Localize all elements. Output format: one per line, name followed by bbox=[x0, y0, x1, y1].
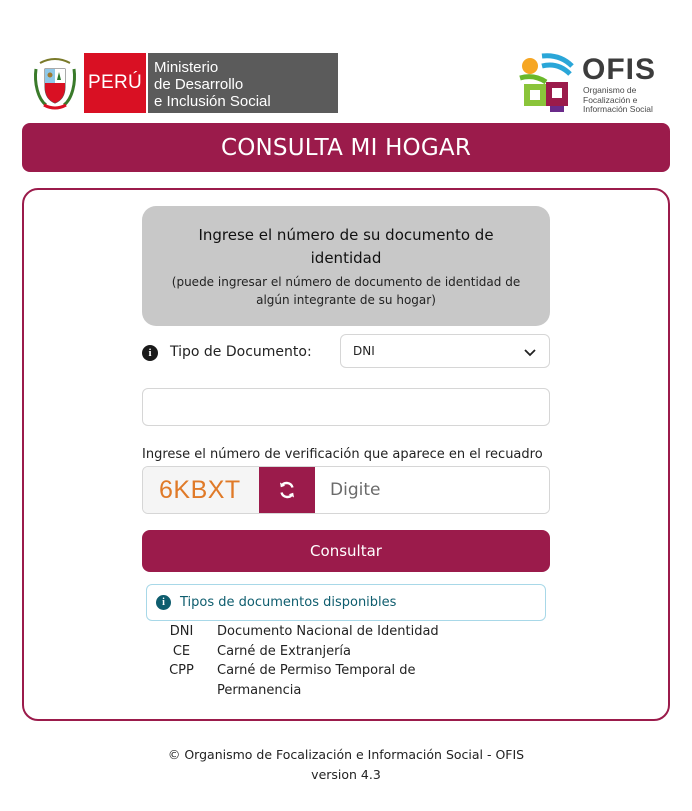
instructions-title: Ingrese el número de su documento de identidad bbox=[198, 226, 494, 267]
document-type-row bbox=[142, 334, 550, 368]
ministry-line: Ministerio bbox=[154, 59, 219, 76]
list-item bbox=[160, 661, 480, 700]
ofis-subtitle bbox=[583, 86, 653, 115]
ministry-line: e Inclusión Social bbox=[154, 93, 271, 110]
refresh-icon bbox=[277, 480, 297, 500]
list-item bbox=[160, 642, 480, 662]
document-type-label: Tipo de Documento: bbox=[170, 344, 312, 360]
ofis-logo bbox=[516, 52, 672, 114]
doc-type-desc: Documento Nacional de Identidad bbox=[217, 624, 439, 639]
doc-type-desc: Carné de Extranjería bbox=[217, 643, 351, 659]
page-header bbox=[0, 0, 692, 120]
footer-copyright: © Organismo de Focalización e Información Social - OFIS bbox=[167, 747, 525, 762]
footer-version: version 4.3 bbox=[311, 767, 381, 782]
doc-type-abbr: DNI bbox=[169, 624, 194, 639]
info-icon[interactable]: i bbox=[142, 345, 158, 361]
doc-type-abbr: CE bbox=[172, 643, 191, 659]
info-icon: i bbox=[156, 595, 171, 610]
escudo-icon bbox=[30, 53, 80, 113]
verification-label: Ingrese el número de verificación que aparece en el recuadro bbox=[142, 447, 543, 462]
captcha-input[interactable] bbox=[315, 467, 549, 513]
list-item bbox=[160, 622, 480, 642]
captcha-row bbox=[142, 466, 550, 514]
doc-type-desc: Carné de Permiso Temporal de Permanencia bbox=[217, 663, 416, 698]
document-types-list bbox=[160, 622, 480, 700]
peru-label: PERÚ bbox=[84, 53, 146, 113]
document-types-heading: Tipos de documentos disponibles bbox=[180, 595, 397, 610]
government-logo bbox=[30, 53, 338, 113]
ofis-wordmark: OFIS bbox=[582, 53, 657, 86]
ofis-sub-line: Organismo de bbox=[583, 85, 637, 95]
captcha-code: 6KBXT bbox=[143, 467, 259, 513]
page-footer bbox=[0, 745, 692, 785]
ministry-name bbox=[146, 53, 338, 113]
document-number-input[interactable] bbox=[142, 388, 550, 426]
ofis-sub-line: Focalización e bbox=[583, 94, 638, 105]
ofis-sub-line: Información Social bbox=[583, 104, 653, 114]
chevron-down-icon bbox=[523, 345, 537, 359]
consultar-button[interactable]: Consultar bbox=[142, 530, 550, 572]
instructions-subtitle: (puede ingresar el número de documento de identidad de algún integrante de su hogar) bbox=[171, 275, 521, 307]
ofis-logo-icon bbox=[516, 52, 578, 114]
refresh-captcha-button[interactable] bbox=[259, 467, 315, 513]
doc-type-abbr: CPP bbox=[169, 663, 194, 678]
page-title: CONSULTA MI HOGAR bbox=[22, 123, 670, 172]
document-type-value: DNI bbox=[353, 344, 375, 358]
document-types-alert bbox=[146, 584, 546, 621]
document-type-select[interactable] bbox=[340, 334, 550, 368]
instructions-box bbox=[142, 206, 550, 326]
ministry-line: de Desarrollo bbox=[154, 76, 244, 93]
